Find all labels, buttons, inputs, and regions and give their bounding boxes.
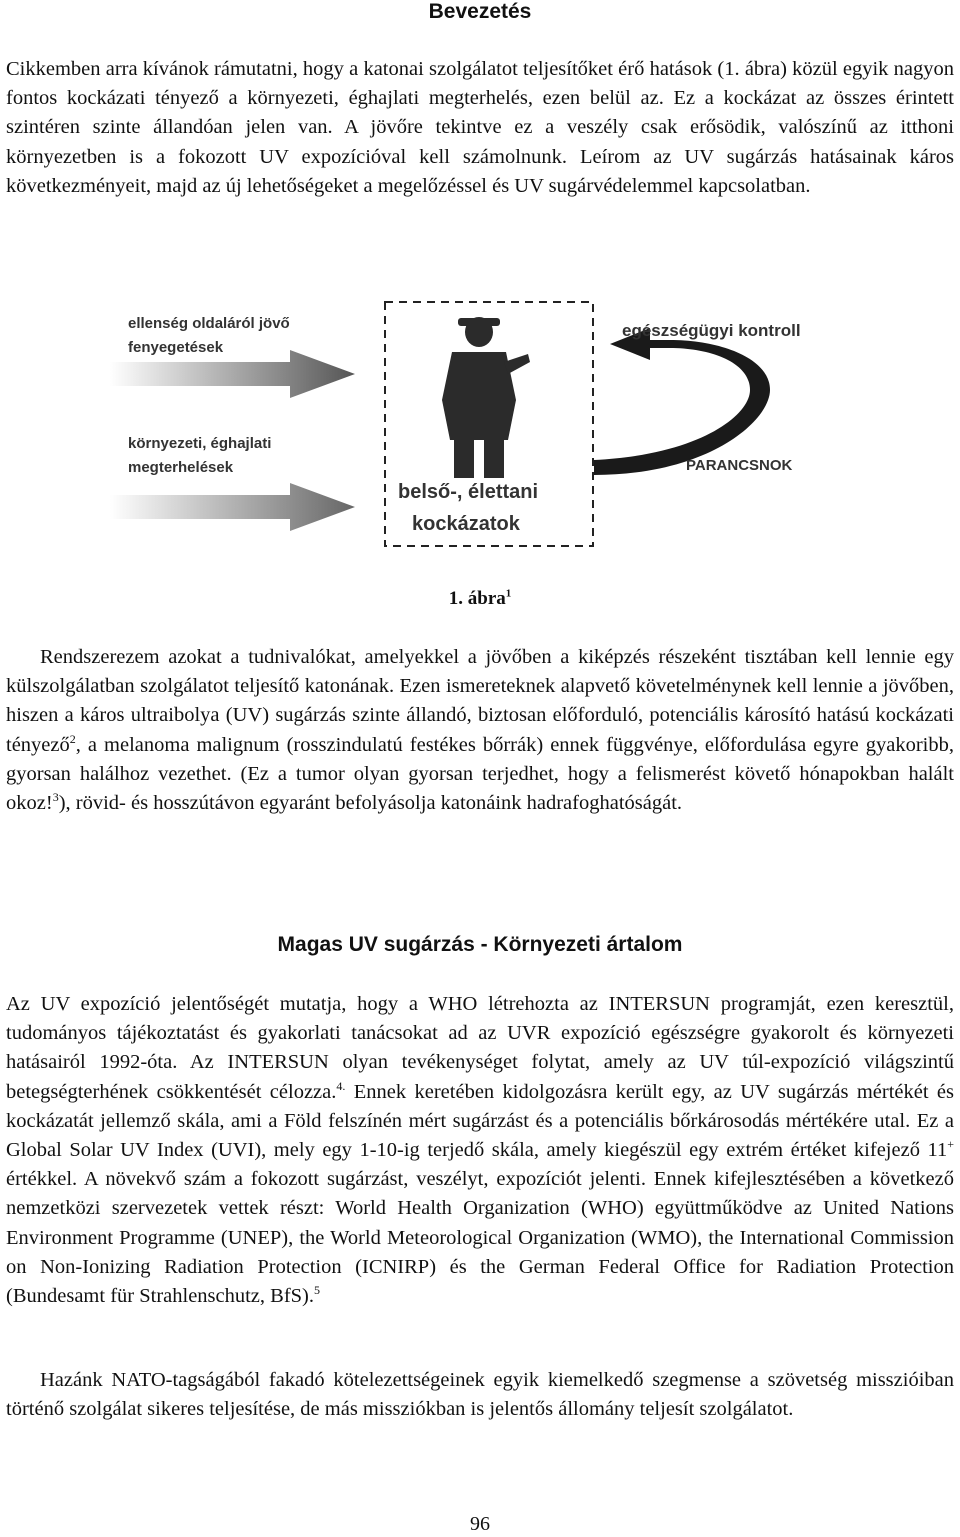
body-paragraph-2: Rendszerezem azokat a tudnivalókat, amelyekkel a jövőben a kiképzés részeként tisztában kell lennie egy külszolgálatban szolgálatot teljesítő katonának. Ezen ismereteknek alapvető követelménynek kell lennie a jövőben, hiszen a káros ultraibolya (UV) sugárzás szinte állandó, biztosan előforduló, potenciális károsító hatású kockázati tényező$^2$, a melanoma malignum (rosszindulatú festékes bőrrák) ennek függvénye, előfordulása egyre gyakoribb, gyorsan halálhoz vezethet. (Ez a tumor olyan gyorsan terjedhet, hogy a felismerést követő hónapokban halált okoz!$^3$), rövid- és hosszútávon egyaránt befolyásolja katonáink hadrafoghatóságát. <box>6 646 954 815</box>
figure-label-threat-2: fenyegetések <box>128 339 224 356</box>
environment-arrow <box>110 483 355 531</box>
figure-label-commander: PARANCSNOK <box>686 457 793 474</box>
figure-label-threat-1: ellenség oldaláról jövő <box>128 315 290 332</box>
threat-arrow <box>110 350 355 398</box>
intro-paragraph: Cikkemben arra kívánok rámutatni, hogy a katonai szolgálatot teljesítőket érő hatások (1. ábra) közül egyik nagyon fontos kockázati tényező a környezeti, éghajlati megterhelés, ezen belül az. Ez a kockázat az összes érintett szintéren szinte állandóan jelen van. A jövőre tekintve ez a veszély csak erősödik, valószínű az itthoni környezetben is a fokozott UV expozícióval kell számolnunk. Leírom az UV sugárzás hatásainak káros következményeit, majd az új lehetőségeket a megelőzéssel és UV sugárvédelemmel kapcsolatban. <box>6 58 954 197</box>
soldier-icon <box>442 317 530 478</box>
page-title: Bevezetés <box>428 0 532 23</box>
page-number: 96 <box>470 1513 490 1535</box>
figure-caption: 1. ábra$^1$ <box>448 587 512 609</box>
body-paragraph-4: Hazánk NATO-tagságából fakadó kötelezettségeinek egyik kiemelkedő szegmense a szövetség misszióiban történő szolgálat sikeres teljesítése, de más missziókban is jelentős állomány teljesít szolgálatot. <box>6 1369 954 1421</box>
feedback-curve-arrow <box>594 328 770 475</box>
body-paragraph-3: Az UV expozíció jelentőségét mutatja, hogy a WHO létrehozta az INTERSUN programját, ezen keresztül, tudományos tájékoztatást és gyakorlati tanácsokat ad az UVR expozíció egészségre gyakorolt és környezeti hatásairól 1992-óta. Az INTERSUN olyan tevékenységet folytat, amely az UV túl-expozíció világszintű betegségterhének csökkentését célozza.$^{4.}$ Ennek keretében kidolgozásra került egy, az UV sugárzás mértékét és kockázatát jellemző skála, ami a Föld felszínén mért sugárzást és a potenciális bőrkárosodás mértékére utal. Ez a Global Solar UV Index (UVI), mely egy 1-10-ig terjedő skála, amely kiegészül egy extrém értéket kifejező 11+ értékkel. A növekvő szám a fokozott sugárzást, veszélyt, expozíciót jelenti. Ennek kifejlesztésében a következő nemzetközi szervezetek vettek részt: World Health Organization (WHO) együttműködve az United Nations Environment Programme (UNEP), the World Meteorological Organization (WMO), the International Commission on Non-Ionizing Radiation Protection (ICNIRP) és the German Federal Office for Radiation Protection (Bundesamt für Strahlenschutz, BfS).$^5$ <box>6 993 954 1308</box>
section-heading: Magas UV sugárzás - Környezeti ártalom <box>277 933 683 956</box>
figure-label-internal-1: belső-, élettani <box>398 481 539 503</box>
figure-diagram <box>110 300 900 550</box>
figure-label-internal-2: kockázatok <box>412 513 520 535</box>
figure-label-health-control: egészségügyi kontroll <box>622 321 801 340</box>
figure-label-env-2: megterhelések <box>128 459 234 476</box>
figure-label-env-1: környezeti, éghajlati <box>128 435 272 452</box>
